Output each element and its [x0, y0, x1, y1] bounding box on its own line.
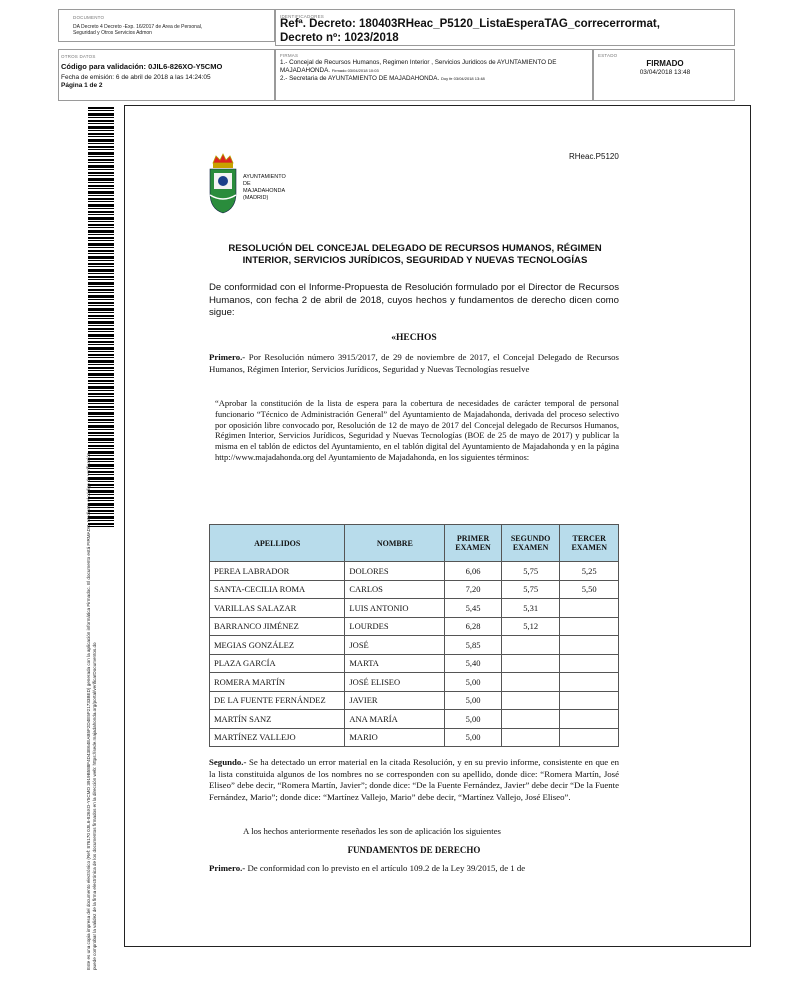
cell-nombre: DOLORES [345, 562, 445, 581]
table-row [210, 562, 619, 581]
cell-nombre: MARIO [345, 728, 445, 747]
logo-text-1: AYUNTAMIENTO [243, 174, 286, 180]
results-table [209, 524, 619, 747]
cell-apellidos: ROMERA MARTÍN [210, 673, 345, 692]
cell-primer: 5,85 [445, 636, 502, 655]
cell-primer: 7,20 [445, 580, 502, 599]
documento-box [58, 9, 275, 42]
table-row [210, 599, 619, 618]
cell-segundo [501, 636, 560, 655]
coat-of-arms-icon [207, 153, 239, 215]
primero-paragraph [209, 352, 619, 375]
cell-segundo: 5,75 [501, 562, 560, 581]
codigo-validacion: Código para validación: 0JIL6-826XO-Y5CMO [61, 62, 223, 71]
cell-apellidos: MARTÍN SANZ [210, 710, 345, 729]
cell-nombre: JOSÉ [345, 636, 445, 655]
segundo-label: Segundo.- [209, 757, 247, 767]
document-title [185, 243, 645, 267]
cell-segundo: 5,12 [501, 617, 560, 636]
header-segundo-examen: SEGUNDO EXAMEN [501, 525, 560, 562]
document-page [124, 105, 751, 947]
cell-apellidos: VARILLAS SALAZAR [210, 599, 345, 618]
cell-apellidos: MEGIAS GONZÁLEZ [210, 636, 345, 655]
primero-label: Primero.- [209, 352, 246, 362]
cell-nombre: MARTA [345, 654, 445, 673]
logo-text-3: MAJADAHONDA [243, 188, 286, 194]
table-row [210, 673, 619, 692]
header-tercer-examen: TERCER EXAMEN [560, 525, 619, 562]
cell-nombre: CARLOS [345, 580, 445, 599]
identificadores-label: IDENTIFICADORES [280, 14, 325, 19]
title-line-2: INTERIOR, SERVICIOS JURÍDICOS, SEGURIDAD Y NUEVAS TECNOLOGÍAS [242, 255, 588, 266]
cell-apellidos: BARRANCO JIMÉNEZ [210, 617, 345, 636]
firma-2-text: 2.- Secretaria de AYUNTAMIENTO DE MAJADAHONDA. [280, 75, 440, 82]
firma-1 [280, 59, 592, 75]
firma-2-date: Doy fe 03/04/2018 13:48 [440, 76, 485, 81]
cell-primer: 5,00 [445, 728, 502, 747]
cell-apellidos: PEREA LABRADOR [210, 562, 345, 581]
cell-segundo: 5,75 [501, 580, 560, 599]
cell-apellidos: DE LA FUENTE FERNÁNDEZ [210, 691, 345, 710]
cell-tercer [560, 617, 619, 636]
table-row [210, 617, 619, 636]
table-row [210, 728, 619, 747]
table-row [210, 691, 619, 710]
table-row [210, 654, 619, 673]
logo-text-4: (MADRID) [243, 195, 269, 201]
cell-tercer [560, 636, 619, 655]
cell-apellidos: PLAZA GARCÍA [210, 654, 345, 673]
firmas-box [275, 49, 593, 101]
cell-tercer [560, 654, 619, 673]
identificadores-box [275, 9, 735, 46]
cell-primer: 5,40 [445, 654, 502, 673]
cell-tercer [560, 691, 619, 710]
cell-tercer [560, 710, 619, 729]
doc-ref-code: RHeac.P5120 [569, 152, 619, 161]
otros-datos-label: OTROS DATOS [61, 54, 96, 59]
cell-nombre: LUIS ANTONIO [345, 599, 445, 618]
documento-label: DOCUMENTO [73, 15, 105, 20]
primero-text: Por Resolución número 3915/2017, de 29 de noviembre de 2017, el Concejal Delegado de Recursos Humanos, Régimen Interior, Servicios Jurídicos, Seguridad y Nuevas Tecnologías resuelve [209, 352, 619, 374]
cell-primer: 6,28 [445, 617, 502, 636]
cell-apellidos: SANTA-CECILIA ROMA [210, 580, 345, 599]
cell-nombre: LOURDES [345, 617, 445, 636]
table-row [210, 580, 619, 599]
logo-text-2: DE [243, 181, 251, 187]
aplicacion-line: A los hechos anteriormente reseñados les son de aplicación los siguientes [243, 826, 501, 836]
intro-paragraph: De conformidad con el Informe-Propuesta de Resolución formulado por el Director de Recursos Humanos, con fecha 2 de abril de 2018, cuyos hechos y fundamentos de derecho dicen como sigue: [209, 282, 619, 318]
hechos-heading: «HECHOS [391, 333, 437, 343]
pagina-info: Página 1 de 2 [61, 82, 103, 89]
header-nombre: NOMBRE [345, 525, 445, 562]
cell-segundo [501, 654, 560, 673]
cell-primer: 6,06 [445, 562, 502, 581]
cell-nombre: JOSÉ ELISEO [345, 673, 445, 692]
barcode [88, 107, 114, 527]
cell-primer: 5,00 [445, 673, 502, 692]
cell-tercer: 5,25 [560, 562, 619, 581]
cell-tercer [560, 673, 619, 692]
fund-primero-label: Primero.- [209, 863, 246, 873]
firmas-label: FIRMAS [280, 53, 299, 58]
cell-segundo: 5,31 [501, 599, 560, 618]
cell-segundo [501, 710, 560, 729]
fund-primero-text: De conformidad con lo previsto en el artículo 109.2 de la Ley 39/2015, de 1 de [247, 863, 526, 873]
estado-value: FIRMADO [646, 59, 684, 68]
header-primer-examen: PRIMER EXAMEN [445, 525, 502, 562]
estado-label: ESTADO [598, 53, 618, 58]
cell-nombre: JAVIER [345, 691, 445, 710]
firma-1-date: Firmado 03/04/2018 10:03 [331, 68, 379, 73]
otros-datos-box [58, 49, 275, 101]
firma-2 [280, 75, 485, 83]
header-apellidos: APELLIDOS [210, 525, 345, 562]
table-row [210, 636, 619, 655]
fecha-emision: Fecha de emisión: 6 de abril de 2018 a las 14:24:05 [61, 74, 211, 81]
cell-segundo [501, 673, 560, 692]
cell-tercer [560, 599, 619, 618]
side-verification-line-1: Este es una copia impresa del documento electrónico (Ref: 876170 0JIL6-826XO-Y5CMO 3919B588F4D43E64EAB5F2D4E5F21733BED) generada con la aplicación informática Firmadoc. El documento está FIRMADO. Mediante el código de verificación [86, 452, 91, 970]
table-header-row [210, 525, 619, 562]
quote-paragraph: “Aprobar la constitución de la lista de espera para la cobertura de necesidades de carácter temporal de personal funcionario “Técnico de Administración General” del Ayuntamiento de Majadahonda, derivada del proceso selectivo por oposición libre convocado por, Resolución de 12 de mayo de 2017 del Concejal delegado de Recursos Humanos, Régimen Interior, Servicios Jurídicos, Seguridad y Nuevas Tecnologías (BOE de 25 de mayo de 2017) y publicar la misma en el tablón de edictos del Ayuntamiento, en el tablón digital del Ayuntamiento de Majadahonda y en la página http://www.majadahonda.org del Ayuntamiento de Majadahonda, en los siguientes términos: [215, 398, 619, 462]
fundamentos-primero [209, 863, 619, 873]
cell-segundo [501, 691, 560, 710]
cell-tercer [560, 728, 619, 747]
estado-box [593, 49, 735, 101]
title-line-1: RESOLUCIÓN DEL CONCEJAL DELEGADO DE RECURSOS HUMANOS, RÉGIMEN [228, 243, 602, 254]
cell-primer: 5,00 [445, 710, 502, 729]
cell-primer: 5,00 [445, 691, 502, 710]
side-verification-line-2: puede comprobar la validez de la firma electrónica de los documentos firmados en la dirección web: https://sede.majadahonda.org/portal/verificarDocumentos.do [92, 642, 97, 970]
ref-line-1: Refª. Decreto: 180403RHeac_P5120_ListaEsperaTAG_correcerrormat, [280, 18, 660, 30]
table-row [210, 710, 619, 729]
cell-primer: 5,45 [445, 599, 502, 618]
ayuntamiento-logo [207, 153, 239, 220]
logo-text [243, 174, 286, 202]
cell-segundo [501, 728, 560, 747]
estado-date: 03/04/2018 13:48 [639, 69, 691, 76]
segundo-text: Se ha detectado un error material en la citada Resolución, y en su previo informe, consistente en que en la lista constituida algunos de los nombres no se corresponden con su apellido, donde dice: “Romera Martín, José Eliseo” debe decir, “Romera Martín, Javier”; donde dice: “De la Fuente Fernández, Javier” debe decir “De la Fuente Fernández, Mario”; donde dice: “Martínez Vallejo, Mario” debe decir, “Martínez Vallejo, José Eliseo”. [209, 757, 619, 802]
documento-text: DA Decreto 4 Decreto -Exp. 16/2017 de Area de Personal, Seguridad y Otros Servicios Admon [73, 24, 203, 36]
cell-apellidos: MARTÍNEZ VALLEJO [210, 728, 345, 747]
firma-1-text: 1.- Concejal de Recursos Humanos, Regimen Interior , Servicios Juridicos de AYUNTAMIENTO DE MAJADAHONDA. [280, 59, 557, 74]
segundo-paragraph [209, 757, 619, 803]
ref-line-2: Decreto nº: 1023/2018 [280, 32, 399, 44]
cell-nombre: ANA MARÍA [345, 710, 445, 729]
fundamentos-heading: FUNDAMENTOS DE DERECHO [347, 845, 481, 855]
cell-tercer: 5,50 [560, 580, 619, 599]
